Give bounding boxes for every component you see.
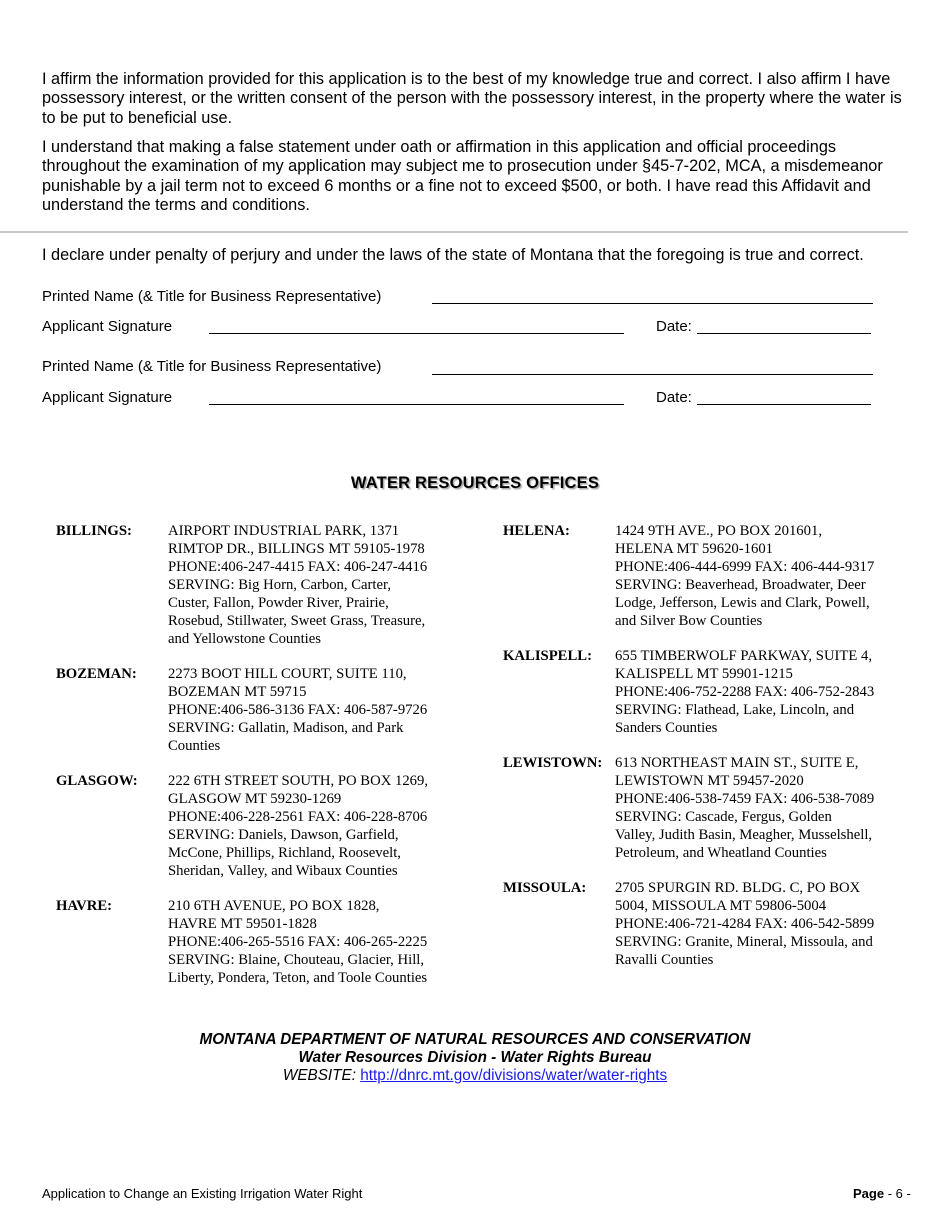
office-serving-line: and Silver Bow Counties: [615, 613, 763, 629]
office-serving-line: SERVING: Flathead, Lake, Lincoln, and: [615, 702, 855, 718]
page-number-footer: [853, 1186, 911, 1201]
date-line[interactable]: [697, 404, 871, 405]
offices-heading: WATER RESOURCES OFFICES: [350, 474, 600, 492]
office-city: MISSOULA:: [503, 880, 587, 896]
office-serving-line: and Yellowstone Counties: [168, 631, 321, 647]
office-serving-line: Liberty, Pondera, Teton, and Toole Counties: [168, 970, 428, 986]
office-address-line: RIMTOP DR., BILLINGS MT 59105-1978: [168, 541, 425, 557]
office-serving-line: SERVING: Big Horn, Carbon, Carter,: [168, 577, 392, 593]
office-serving-line: Sheridan, Valley, and Wibaux Counties: [168, 863, 398, 879]
office-address-line: 655 TIMBERWOLF PARKWAY, SUITE 4,: [615, 648, 873, 664]
office-serving-line: Counties: [168, 738, 221, 754]
section-divider: [0, 231, 908, 233]
department-name: MONTANA DEPARTMENT OF NATURAL RESOURCES AND CONSERVATION: [199, 1031, 751, 1048]
office-city: HAVRE:: [56, 898, 113, 914]
declaration-text: I declare under penalty of perjury and under the laws of the state of Montana that the foregoing is true and correct.: [42, 246, 864, 264]
office-serving-line: Ravalli Counties: [615, 952, 714, 968]
office-serving-line: SERVING: Blaine, Chouteau, Glacier, Hill,: [168, 952, 425, 968]
website-label: WEBSITE:: [282, 1067, 356, 1084]
applicant-signature-label: Applicant Signature: [42, 318, 173, 335]
office-address-line: BOZEMAN MT 59715: [168, 684, 307, 700]
printed-name-label: Printed Name (& Title for Business Representative): [42, 358, 382, 375]
office-phone-line: PHONE:406-752-2288 FAX: 406-752-2843: [615, 684, 875, 700]
applicant-signature-line[interactable]: [209, 404, 624, 405]
office-phone-line: PHONE:406-228-2561 FAX: 406-228-8706: [168, 809, 428, 825]
office-address-line: 222 6TH STREET SOUTH, PO BOX 1269,: [168, 773, 429, 789]
office-address-line: 2705 SPURGIN RD. BLDG. C, PO BOX: [615, 880, 861, 896]
office-serving-line: Petroleum, and Wheatland Counties: [615, 845, 827, 861]
office-serving-line: SERVING: Beaverhead, Broadwater, Deer: [615, 577, 866, 593]
office-serving-line: Custer, Fallon, Powder River, Prairie,: [168, 595, 389, 611]
office-serving-line: SERVING: Granite, Mineral, Missoula, and: [615, 934, 873, 950]
office-city: GLASGOW:: [56, 773, 138, 789]
applicant-signature-line[interactable]: [209, 333, 624, 334]
office-address-line: 210 6TH AVENUE, PO BOX 1828,: [168, 898, 380, 914]
office-address-line: 1424 9TH AVE., PO BOX 201601,: [615, 523, 822, 539]
date-label: Date:: [656, 389, 692, 406]
website-link[interactable]: http://dnrc.mt.gov/divisions/water/water-rights: [360, 1067, 668, 1084]
office-serving-line: Valley, Judith Basin, Meagher, Musselshell,: [615, 827, 873, 843]
office-phone-line: PHONE:406-586-3136 FAX: 406-587-9726: [168, 702, 428, 718]
office-city: BOZEMAN:: [56, 666, 137, 682]
applicant-signature-label: Applicant Signature: [42, 389, 173, 406]
office-serving-line: Rosebud, Stillwater, Sweet Grass, Treasure,: [168, 613, 426, 629]
office-address-line: GLASGOW MT 59230-1269: [168, 791, 342, 807]
perjury-warning-paragraph: I understand that making a false statement under oath or affirmation in this application and official proceedings throughout the examination of my application may subject me to prosecution under §45-7-202, MCA, a misdemeanor punishable by a jail term not to exceed 6 months or a fine not to exceed $500, or both. I have read this Affidavit and understand the terms and conditions.: [42, 138, 883, 215]
office-address-line: HAVRE MT 59501-1828: [168, 916, 317, 932]
website-row: [0, 1067, 950, 1085]
office-address-line: 5004, MISSOULA MT 59806-5004: [615, 898, 827, 914]
office-serving-line: SERVING: Gallatin, Madison, and Park: [168, 720, 404, 736]
office-address-line: HELENA MT 59620-1601: [615, 541, 774, 557]
office-phone-line: PHONE:406-444-6999 FAX: 406-444-9317: [615, 559, 875, 575]
form-title-footer: Application to Change an Existing Irrigation Water Right: [42, 1186, 363, 1201]
affirmation-paragraph: I affirm the information provided for this application is to the best of my knowledge true and correct. I also affirm I have possessory interest, or the written consent of the person with the possessory interest, in the property where the water is to be put to beneficial use.: [42, 70, 902, 127]
office-address-line: 2273 BOOT HILL COURT, SUITE 110,: [168, 666, 407, 682]
office-serving-line: Lodge, Jefferson, Lewis and Clark, Powell,: [615, 595, 870, 611]
page-label: Page: [853, 1186, 885, 1201]
office-serving-line: SERVING: Cascade, Fergus, Golden: [615, 809, 832, 825]
office-address-line: 613 NORTHEAST MAIN ST., SUITE E,: [615, 755, 859, 771]
printed-name-line[interactable]: [432, 374, 873, 375]
office-city: LEWISTOWN:: [503, 755, 603, 771]
office-phone-line: PHONE:406-538-7459 FAX: 406-538-7089: [615, 791, 875, 807]
office-phone-line: PHONE:406-265-5516 FAX: 406-265-2225: [168, 934, 428, 950]
office-city: BILLINGS:: [56, 523, 132, 539]
office-city: KALISPELL:: [503, 648, 592, 664]
office-address-line: LEWISTOWN MT 59457-2020: [615, 773, 804, 789]
office-serving-line: SERVING: Daniels, Dawson, Garfield,: [168, 827, 399, 843]
office-address-line: AIRPORT INDUSTRIAL PARK, 1371: [168, 523, 400, 539]
printed-name-line[interactable]: [432, 303, 873, 304]
page-number: - 6 -: [884, 1186, 911, 1201]
date-label: Date:: [656, 318, 692, 335]
office-phone-line: PHONE:406-721-4284 FAX: 406-542-5899: [615, 916, 875, 932]
printed-name-label: Printed Name (& Title for Business Representative): [42, 288, 382, 305]
office-phone-line: PHONE:406-247-4415 FAX: 406-247-4416: [168, 559, 428, 575]
office-city: HELENA:: [503, 523, 570, 539]
office-serving-line: Sanders Counties: [615, 720, 718, 736]
office-serving-line: McCone, Phillips, Richland, Roosevelt,: [168, 845, 401, 861]
division-name: Water Resources Division - Water Rights Bureau: [298, 1049, 652, 1066]
date-line[interactable]: [697, 333, 871, 334]
office-address-line: KALISPELL MT 59901-1215: [615, 666, 793, 682]
